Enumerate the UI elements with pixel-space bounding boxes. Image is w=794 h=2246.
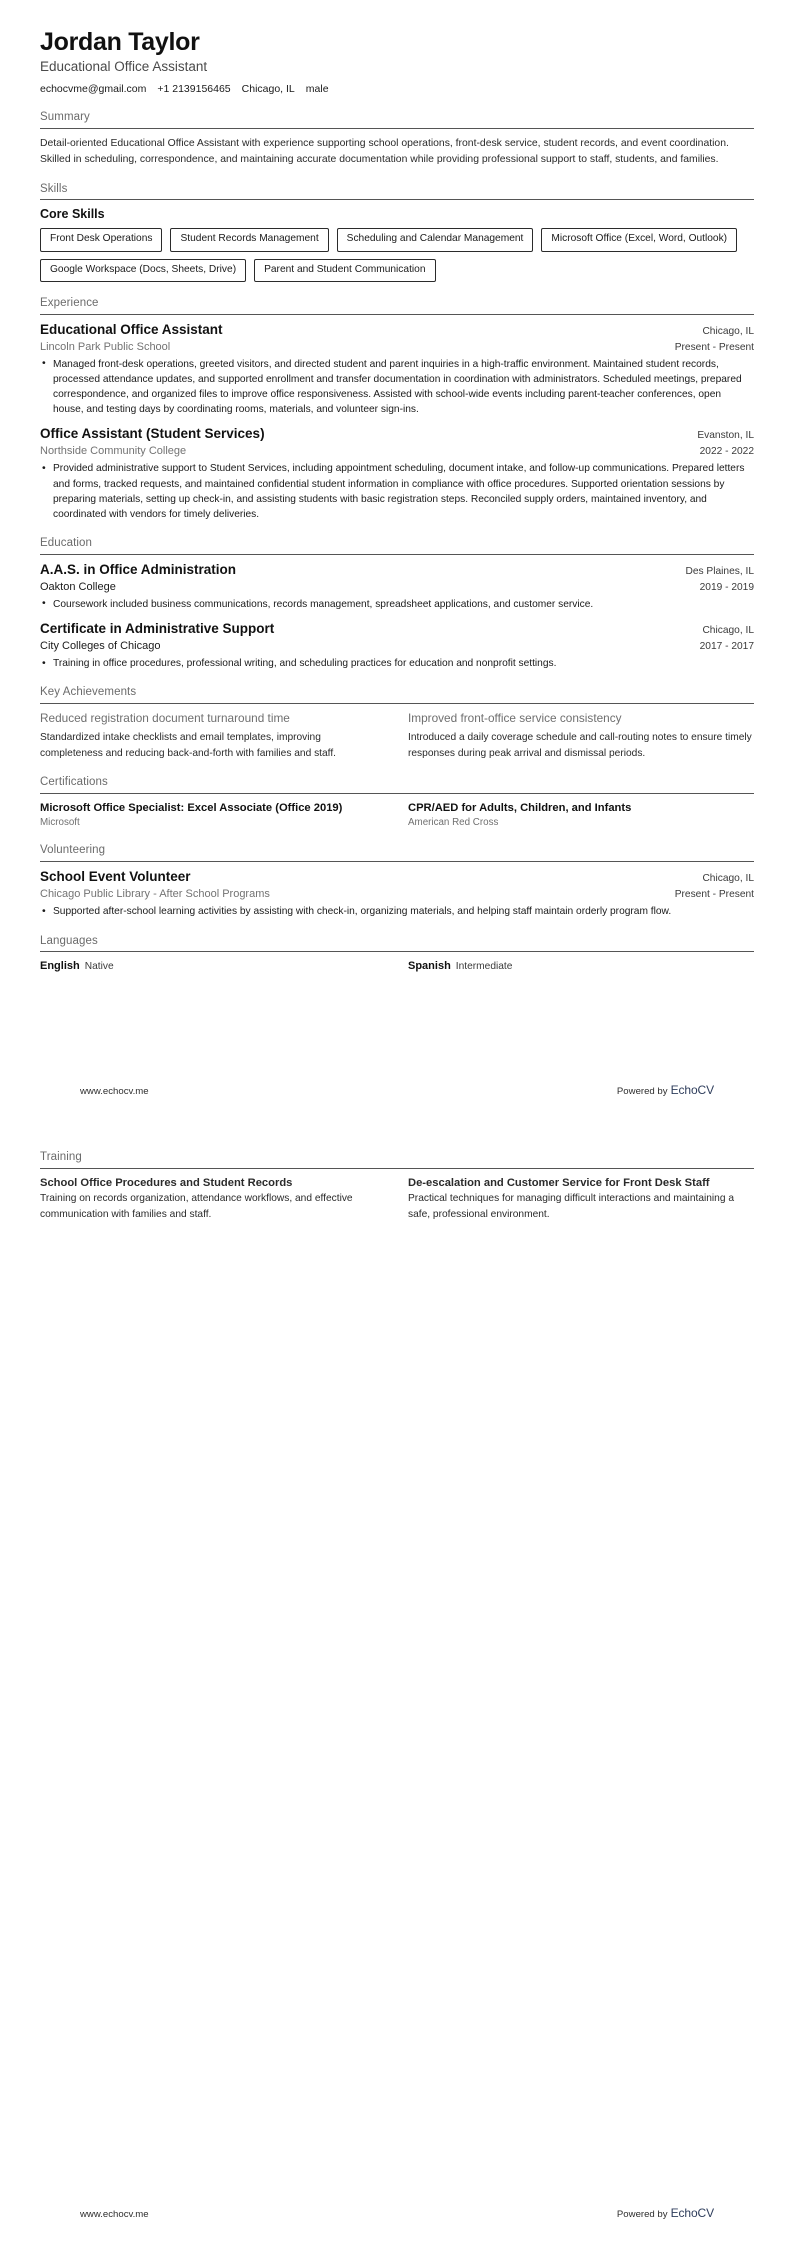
volunteer-role: School Event Volunteer xyxy=(40,869,191,885)
footer-website[interactable]: www.echocv.me xyxy=(80,1086,149,1097)
section-divider xyxy=(40,314,754,315)
job-bullet-list xyxy=(40,461,754,521)
education-bullet: • Coursework included business communications, records management, spreadsheet applications, and customer service. xyxy=(53,597,754,612)
job-title: Office Assistant (Student Services) xyxy=(40,426,265,442)
achievement-item xyxy=(408,711,754,761)
language-name: Spanish xyxy=(408,960,451,973)
certification-item xyxy=(40,801,386,830)
footer-powered-by xyxy=(617,1083,714,1097)
section-divider xyxy=(40,199,754,200)
school-location: Des Plaines, IL xyxy=(685,565,754,577)
entry-sub xyxy=(40,639,754,653)
candidate-name: Jordan Taylor xyxy=(40,28,200,56)
training-description: Training on records organization, attendance workflows, and effective communication with families and staff. xyxy=(40,1193,353,1220)
achievement-description: Introduced a daily coverage schedule and call-routing notes to ensure timely responses during peak arrival and dismissal periods. xyxy=(408,732,752,759)
section-title-summary: Summary xyxy=(40,111,90,124)
job-organization: Lincoln Park Public School xyxy=(40,340,171,353)
section-summary xyxy=(40,111,754,167)
training-list xyxy=(40,1176,754,1222)
experience-entry xyxy=(40,426,754,522)
section-title-experience: Experience xyxy=(40,296,99,309)
section-title-training: Training xyxy=(40,1151,82,1163)
job-location: Evanston, IL xyxy=(697,430,754,442)
volunteer-bullet-list xyxy=(40,904,754,919)
education-bullet: • Training in office procedures, professional writing, and scheduling practices for education and nonprofit settings. xyxy=(53,656,754,671)
education-bullet-list xyxy=(40,656,754,671)
skill-chip: Front Desk Operations xyxy=(40,228,162,251)
entry-sub xyxy=(40,444,754,458)
footer-powered-by-label: Powered by xyxy=(616,1086,668,1097)
entry-head xyxy=(40,869,754,886)
achievement-title: Improved front-office service consistency xyxy=(408,710,622,725)
skill-chip: Google Workspace (Docs, Sheets, Drive) xyxy=(40,259,246,282)
achievement-list xyxy=(40,711,754,761)
certification-title: CPR/AED for Adults, Children, and Infants xyxy=(408,801,632,814)
degree-title: Certificate in Administrative Support xyxy=(40,620,275,636)
entry-head xyxy=(40,562,754,579)
section-title-key-achievements: Key Achievements xyxy=(40,686,137,699)
section-divider xyxy=(40,951,754,952)
section-divider xyxy=(40,1168,754,1169)
footer-powered-by xyxy=(617,2206,714,2220)
skill-chip: Student Records Management xyxy=(170,228,328,251)
certification-item xyxy=(408,801,754,830)
school-dates: 2017 - 2017 xyxy=(699,640,754,652)
language-item xyxy=(408,959,754,973)
certification-issuer: American Red Cross xyxy=(408,817,499,829)
entry-sub xyxy=(40,340,754,354)
achievement-description: Standardized intake checklists and email templates, improving completeness and reducing back-and-forth with families and staff. xyxy=(40,732,336,759)
training-item xyxy=(40,1176,386,1222)
section-key-achievements xyxy=(40,686,754,761)
section-languages xyxy=(40,935,754,974)
job-organization: Northside Community College xyxy=(40,445,187,458)
certification-title: Microsoft Office Specialist: Excel Associate (Office 2019) xyxy=(40,801,343,814)
job-bullet: • Managed front-desk operations, greeted visitors, and directed student and parent inquiries in a high-traffic environment. Maintained student records, processed attendance updates, and supported enrollment and transfer documentation in coordination with administrators. Scheduled meetings, prepared correspondence, and organized files to improve office responsiveness. Assisted with school-wide events including parent-teacher conferences, open house, and testing days by coordinating rooms, materials, and volunteer sign-ins. xyxy=(53,357,754,417)
skill-chip-list xyxy=(40,228,754,281)
entry-sub xyxy=(40,887,754,901)
contact-email[interactable]: echocvme@gmail.com xyxy=(40,82,147,95)
school-name: Oakton College xyxy=(40,580,116,593)
language-name: English xyxy=(40,960,80,973)
volunteering-entry xyxy=(40,869,754,919)
section-certifications xyxy=(40,776,754,830)
candidate-headline: Educational Office Assistant xyxy=(40,58,208,74)
volunteer-organization: Chicago Public Library - After School Programs xyxy=(40,888,270,901)
achievement-title: Reduced registration document turnaround time xyxy=(40,710,290,725)
volunteer-bullet: • Supported after-school learning activities by assisting with check-in, organizing materials, and helping staff maintain orderly program flow. xyxy=(53,904,754,919)
training-item xyxy=(408,1176,754,1222)
school-name: City Colleges of Chicago xyxy=(40,639,161,652)
experience-entry xyxy=(40,322,754,418)
skill-chip: Parent and Student Communication xyxy=(254,259,435,282)
footer-website[interactable]: www.echocv.me xyxy=(80,2209,149,2220)
section-experience xyxy=(40,297,754,522)
contact-gender: male xyxy=(305,82,329,95)
degree-title: A.A.S. in Office Administration xyxy=(40,561,237,577)
job-bullet: • Provided administrative support to Student Services, including appointment scheduling, document intake, and follow-up communications. Prepared letters and forms, tracked requests, and maintained confidential student information in compliance with office procedures. Supported orientation sessions by preparing materials, setting up check-in, and assisting students with basic registration steps. Reconciled supply orders, maintained inventory, and coordinated with vendors for timely deliveries. xyxy=(53,461,754,521)
page-footer xyxy=(80,2206,714,2220)
section-divider xyxy=(40,703,754,704)
entry-sub xyxy=(40,580,754,594)
section-divider xyxy=(40,793,754,794)
section-divider xyxy=(40,128,754,129)
job-dates: 2022 - 2022 xyxy=(699,446,754,458)
summary-text: Detail-oriented Educational Office Assistant with experience supporting school operations, front-desk service, student records, and event coordination. Skilled in scheduling, correspondence, and maintaining accurate documentation while providing professional support to staff, students, and families. xyxy=(40,138,729,165)
section-training xyxy=(40,1151,754,1222)
contact-location: Chicago, IL xyxy=(241,82,295,95)
section-title-education: Education xyxy=(40,536,93,549)
school-dates: 2019 - 2019 xyxy=(699,581,754,593)
education-entry xyxy=(40,621,754,671)
section-education xyxy=(40,537,754,671)
training-title: School Office Procedures and Student Records xyxy=(40,1176,293,1189)
training-description: Practical techniques for managing difficult interactions and maintaining a safe, professional environment. xyxy=(408,1193,734,1220)
section-title-languages: Languages xyxy=(40,934,98,947)
skill-chip: Microsoft Office (Excel, Word, Outlook) xyxy=(541,228,737,251)
section-volunteering xyxy=(40,844,754,919)
school-location: Chicago, IL xyxy=(702,624,754,636)
entry-head xyxy=(40,621,754,638)
contact-row xyxy=(40,83,754,97)
resume-header xyxy=(40,28,754,96)
section-skills xyxy=(40,183,754,282)
section-title-volunteering: Volunteering xyxy=(40,844,106,857)
skill-group-title: Core Skills xyxy=(40,207,105,222)
section-title-skills: Skills xyxy=(40,182,68,195)
resume-page-2 xyxy=(0,1123,794,2246)
footer-powered-by-label: Powered by xyxy=(616,2209,668,2220)
language-level: Native xyxy=(84,961,114,973)
section-divider xyxy=(40,554,754,555)
certification-list xyxy=(40,801,754,830)
job-title: Educational Office Assistant xyxy=(40,321,223,337)
contact-phone[interactable]: +1 2139156465 xyxy=(157,82,231,95)
section-divider xyxy=(40,861,754,862)
achievement-item xyxy=(40,711,386,761)
section-title-certifications: Certifications xyxy=(40,775,108,788)
education-bullet-list xyxy=(40,597,754,612)
language-item xyxy=(40,959,386,973)
volunteer-location: Chicago, IL xyxy=(702,873,754,885)
training-title: De-escalation and Customer Service for Front Desk Staff xyxy=(408,1176,710,1189)
job-location: Chicago, IL xyxy=(702,325,754,337)
entry-head xyxy=(40,322,754,339)
page-footer xyxy=(80,1083,714,1097)
skill-chip: Scheduling and Calendar Management xyxy=(337,228,534,251)
education-entry xyxy=(40,562,754,612)
certification-issuer: Microsoft xyxy=(40,817,80,829)
language-list xyxy=(40,959,754,973)
language-level: Intermediate xyxy=(455,961,513,973)
volunteer-dates: Present - Present xyxy=(674,889,754,901)
echocv-brand: EchoCV xyxy=(670,1083,714,1097)
entry-head xyxy=(40,426,754,443)
job-dates: Present - Present xyxy=(674,341,754,353)
echocv-brand: EchoCV xyxy=(670,2206,714,2220)
job-bullet-list xyxy=(40,357,754,417)
